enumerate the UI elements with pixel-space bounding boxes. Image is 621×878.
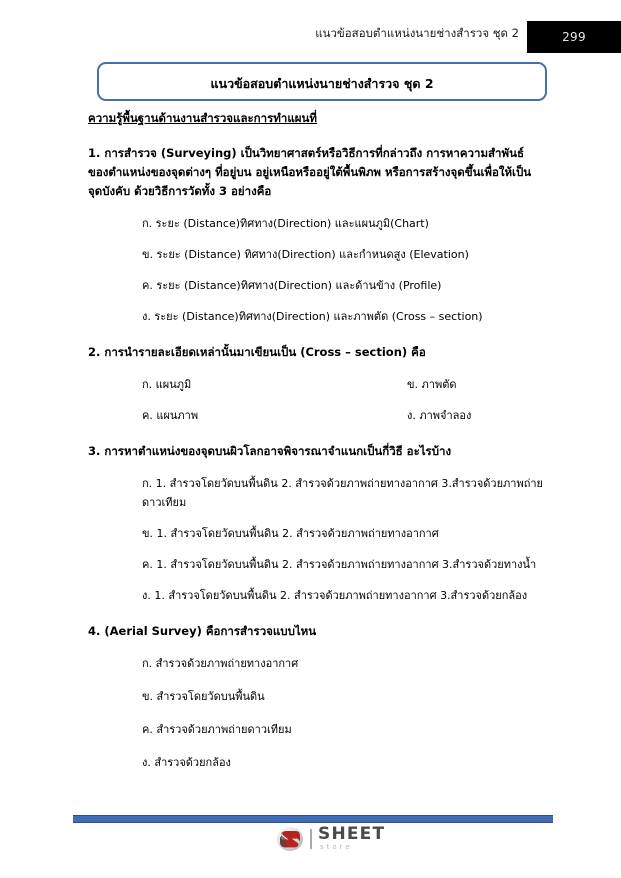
question-1-text: 1. การสำรวจ (Surveying) เป็นวิทยาศาสตร์หรือวิธีการที่กล่าวถึง การหาความสำพันธ์ของตำแหน่งของจุดต่างๆ ที่อยู่บน อยู่เหนือหรืออยู่ใต้พื้นพิภพ หรือการสร้างจุดขึ้นเพื่อให้เป็นจุดบังคับ ด้วยวิธีการวัดทั้ง 3 อย่างคือ [88, 146, 532, 198]
question-1-choice-c: ค. ระยะ (Distance)ทิศทาง(Direction) และด้านข้าง (Profile) [142, 279, 442, 292]
logo-secondary-text: store [320, 843, 353, 851]
question-2-choice-c: ค. แผนภาพ [142, 409, 199, 422]
question-2-text: 2. การนำรายละเอียดเหล่านั้นมาเขียนเป็น (Cross – section) คือ [88, 345, 426, 359]
logo-primary-text: SHEET [318, 824, 386, 844]
sheet-store-logo-icon [276, 826, 304, 852]
page-header [0, 0, 621, 56]
question-2-choice-row-1 [88, 375, 548, 394]
question-2-choice-a: ก. แผนภูมิ [142, 378, 192, 391]
logo-divider [310, 829, 312, 849]
question-1-choice-d: ง. ระยะ (Distance)ทิศทาง(Direction) และภาพตัด (Cross – section) [142, 310, 483, 323]
logo-s-glyph [276, 826, 304, 852]
page-number-label: 299 [562, 30, 586, 44]
question-3-choice-c: ค. 1. สำรวจโดยวัดบนพื้นดิน 2. สำรวจด้วยภาพถ่ายทางอากาศ 3.สำรวจด้วยทางน้ำ [142, 558, 537, 571]
question-2-choice-d: ง. ภาพจำลอง [407, 409, 472, 422]
question-2-choice-row-2 [88, 406, 548, 425]
question-3-text: 3. การหาตำแหน่งของจุดบนผิวโลกอาจพิจารณาจำแนกเป็นกี่วิธี อะไรบ้าง [88, 444, 452, 458]
section-heading: ความรู้พื้นฐานด้านงานสำรวจและการทำแผนที่ [88, 111, 317, 125]
document-title-box [97, 62, 547, 101]
question-4-choice-c: ค. สำรวจด้วยภาพถ่ายดาวเทียม [142, 723, 292, 736]
document-title: แนวข้อสอบตำแหน่งนายช่างสำรวจ ชุด 2 [210, 76, 434, 91]
question-2-choice-b: ข. ภาพตัด [407, 378, 457, 391]
question-4-text: 4. (Aerial Survey) คือการสำรวจแบบไหน [88, 624, 317, 638]
question-3-choice-a: ก. 1. สำรวจโดยวัดบนพื้นดิน 2. สำรวจด้วยภาพถ่ายทางอากาศ 3.สำรวจด้วยภาพถ่ายดาวเทียม [142, 477, 543, 509]
question-3-choice-d: ง. 1. สำรวจโดยวัดบนพื้นดิน 2. สำรวจด้วยภาพถ่ายทางอากาศ 3.สำรวจด้วยกล้อง [142, 589, 528, 602]
page-number-badge [527, 21, 621, 53]
logo-text-block [318, 826, 385, 852]
question-4-choice-b: ข. สำรวจโดยวัดบนพื้นดิน [142, 690, 265, 703]
document-body [88, 110, 548, 772]
question-1-choice-b: ข. ระยะ (Distance) ทิศทาง(Direction) และกำหนดสูง (Elevation) [142, 248, 469, 261]
question-4-choice-d: ง. สำรวจด้วยกล้อง [142, 756, 231, 769]
footer-logo [276, 824, 385, 854]
question-1-choice-a: ก. ระยะ (Distance)ทิศทาง(Direction) และแผนภูมิ(Chart) [142, 217, 429, 230]
question-4-choice-a: ก. สำรวจด้วยภาพถ่ายทางอากาศ [142, 657, 299, 670]
question-3-choice-b: ข. 1. สำรวจโดยวัดบนพื้นดิน 2. สำรวจด้วยภาพถ่ายทางอากาศ [142, 527, 439, 540]
footer-divider [73, 815, 553, 823]
header-title: แนวข้อสอบตำแหน่งนายช่างสำรวจ ชุด 2 [315, 26, 519, 40]
